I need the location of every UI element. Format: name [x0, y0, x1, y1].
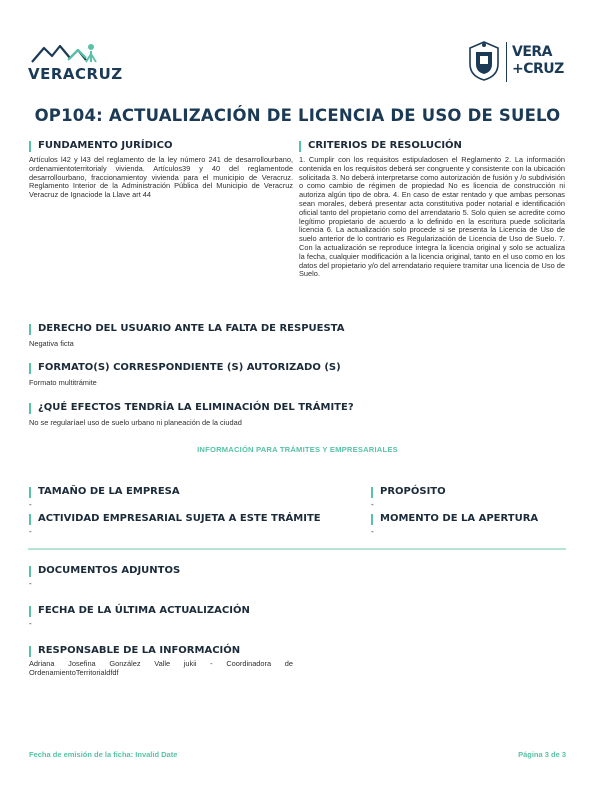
fecha-value: -	[29, 619, 32, 628]
section-divider	[28, 548, 566, 550]
documentos-value: -	[29, 579, 32, 588]
responsable-heading: RESPONSABLE DE LA INFORMACIÓN	[29, 645, 240, 656]
info-section-title: INFORMACIÓN PARA TRÁMITES Y EMPRESARIALES	[197, 445, 398, 454]
fecha-heading: FECHA DE LA ÚLTIMA ACTUALIZACIÓN	[29, 605, 250, 616]
documentos-heading: DOCUMENTOS ADJUNTOS	[29, 565, 180, 576]
momento-value: -	[371, 527, 374, 536]
formato-text: Formato multitrámite	[29, 378, 97, 387]
proposito-value: -	[371, 500, 374, 509]
proposito-heading: PROPÓSITO	[371, 486, 446, 497]
page-title: OP104: ACTUALIZACIÓN DE LICENCIA DE USO DE SUELO	[34, 106, 561, 125]
criterios-heading: CRITERIOS DE RESOLUCIÓN	[299, 140, 462, 151]
fundamento-text: Artículos l42 y l43 del reglamento de la ley número 241 de desarrollourbano, ordenamientoterritorialy vivienda. Artículos39 y 40 del reglamentode desarrollourbano, fraccionamientoy vivienda para el municipio de Veracruz. Reglamento Interior de la Administración Pública del Municipio de Veracruz Veracruz de Ignaciode la Llave art 44	[29, 155, 293, 200]
efectos-heading: ¿QUÉ EFECTOS TENDRÍA LA ELIMINACIÓN DEL TRÁMITE?	[29, 402, 354, 413]
fundamento-heading: FUNDAMENTO JURÍDICO	[29, 140, 172, 151]
footer-emission-date: Fecha de emisión de la ficha: Invalid Date	[29, 750, 178, 759]
tamano-value: -	[29, 500, 32, 509]
veracruz-logo	[28, 40, 128, 85]
logo-divider	[506, 42, 507, 82]
responsable-text: Adriana Josefina González Valle jukii - Coordinadora de OrdenamientoTerritorialdfdf	[29, 659, 293, 677]
momento-heading: MOMENTO DE LA APERTURA	[371, 513, 538, 524]
criterios-text: 1. Cumplir con los requisitos estipuladosen el Reglamento 2. La información contenida en los requisitos deberá ser congruente y consistente con la ubicación solicitada 3. No deberá interpretarse como autorización de fusión y /o subdivisión o como cambio de régimen de propiedad No es licencia de construcción ni autoriza algún tipo de obra. 4. En caso de estar rentado y que ambas personas sean morales, deberá presentar acta constitutiva poder notarial e identificación oficial tanto del propietario como del arrendatario 5. Solo quien se acredite como legítimo propietario de acuerdo a lo definido en la escritura puede solicitarla licencia 6. La actualización solo procede si se presenta la Licencia de Uso de suelo anterior de lo contrario es Regularización de Licencia de Uso de Suelo. 7. Con la actualización se reproduce íntegra la licencia original y solo se actualiza la fecha, cualquier modificación a la licencia original, tanto en el uso como en los datos del propietario y/o del arrendatario requiere tramitar una licencia de Uso de Suelo.	[299, 155, 565, 279]
derecho-text: Negativa ficta	[29, 339, 74, 348]
tamano-heading: TAMAÑO DE LA EMPRESA	[29, 486, 180, 497]
actividad-heading: ACTIVIDAD EMPRESARIAL SUJETA A ESTE TRÁMITE	[29, 513, 321, 524]
derecho-heading: DERECHO DEL USUARIO ANTE LA FALTA DE RESPUESTA	[29, 323, 344, 334]
logo-wordmark: VERACRUZ	[28, 65, 123, 83]
footer-page-number: Página 3 de 3	[518, 750, 566, 759]
vera-cruz-wordmark	[512, 44, 564, 78]
formato-heading: FORMATO(S) CORRESPONDIENTE (S) AUTORIZADO (S)	[29, 362, 341, 373]
municipal-seal-logo	[466, 40, 570, 86]
coat-of-arms-icon	[466, 40, 502, 82]
vera-line: VERA	[512, 44, 553, 60]
cruz-line: +CRUZ	[512, 61, 564, 77]
actividad-value: -	[29, 527, 32, 536]
efectos-text: No se regularíael uso de suelo urbano ni planeación de la ciudad	[29, 418, 242, 427]
mountain-logo-icon	[28, 40, 128, 66]
